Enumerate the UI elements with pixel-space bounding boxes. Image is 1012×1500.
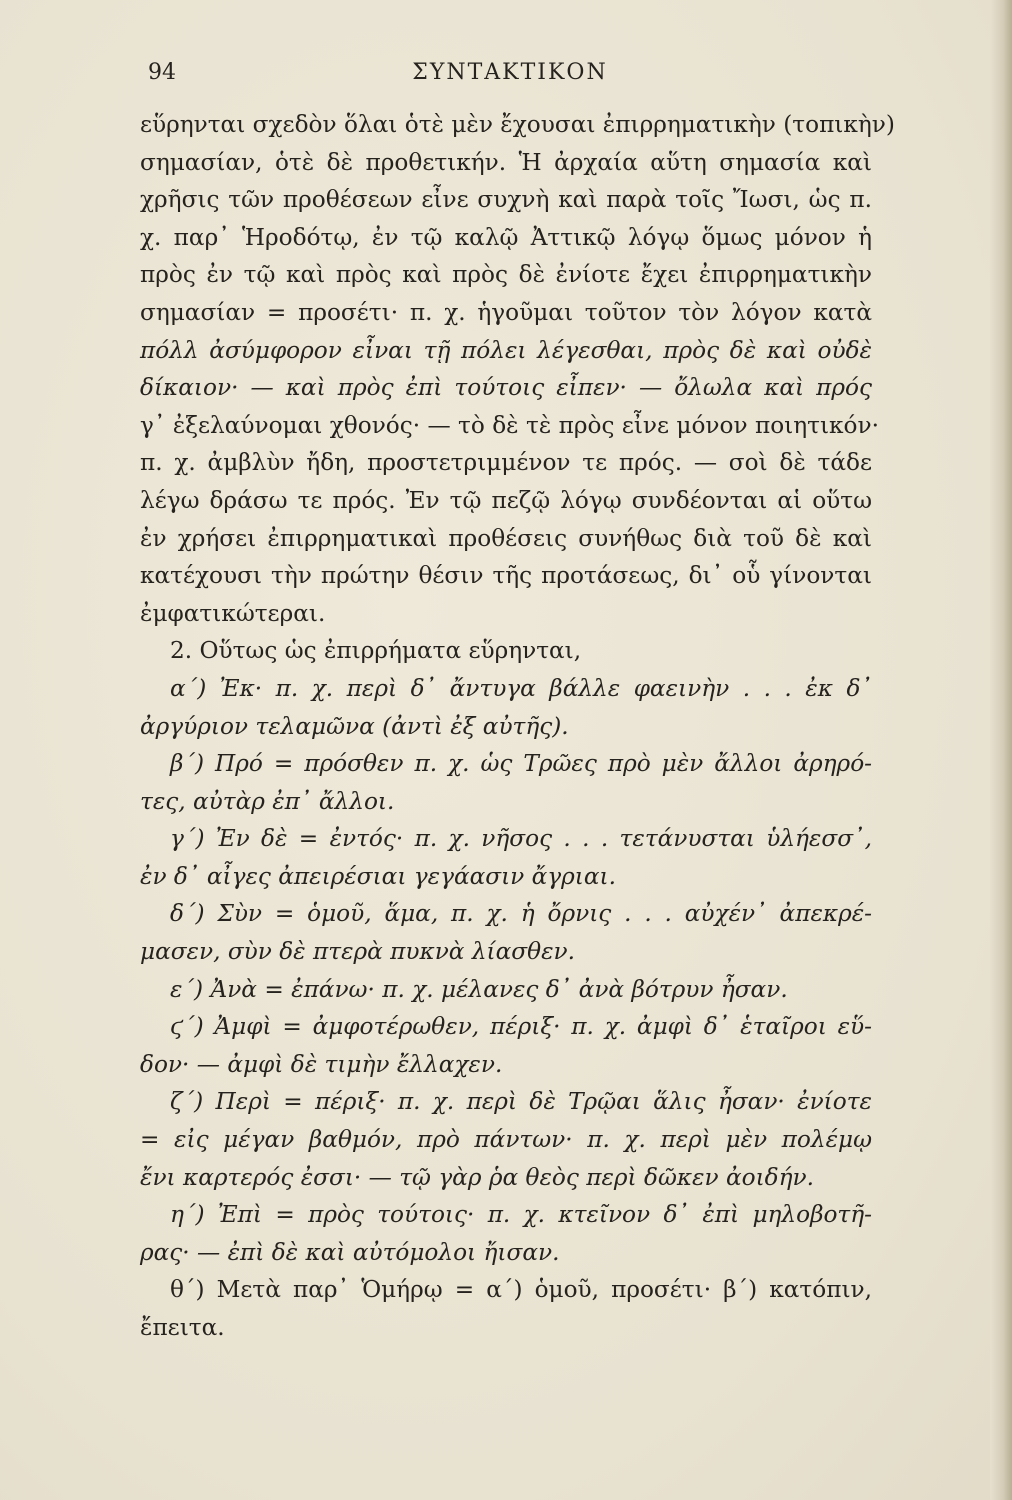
text-line: εὕρηνται σχεδὸν ὅλαι ὁτὲ μὲν ἔχουσαι ἐπιρρηματικὴν (τοπικὴν) bbox=[140, 111, 895, 138]
text-line: τες, αὐτὰρ ἐπ᾽ ἄλλοι. bbox=[140, 787, 395, 815]
text-line: σημασίαν = προσέτι· π. χ. ἡγοῦμαι τοῦτον τὸν λόγον κατὰ bbox=[140, 298, 872, 326]
text-line: θ΄) Μετὰ παρ᾽ Ὁμήρῳ = α΄) ὁμοῦ, προσέτι· β΄) κατόπιν, bbox=[170, 1276, 872, 1304]
text-line: ζ΄) Περὶ = πέριξ· π. χ. περὶ δὲ Τρῷαι ἅλις ἦσαν· ἐνίοτε bbox=[170, 1088, 872, 1116]
text-line: γ᾽ ἐξελαύνομαι χθονός· — τὸ δὲ τὲ πρὸς εἶνε μόνον ποιητικόν· bbox=[140, 411, 879, 439]
text-line: πόλλ ἀσύμφορον εἶναι τῇ πόλει λέγεσθαι, πρὸς δὲ καὶ οὐδὲ bbox=[140, 336, 872, 364]
text-line: ἔπειτα. bbox=[140, 1314, 225, 1341]
text-line: δ΄) Σὺν = ὁμοῦ, ἅμα, π. χ. ἡ ὄρνις . . . αὐχέν᾽ ἀπεκρέ- bbox=[170, 900, 872, 928]
text-line: η΄) Ἐπὶ = πρὸς τούτοις· π. χ. κτεῖνον δ᾽ ἐπὶ μηλοβοτῆ- bbox=[170, 1201, 872, 1229]
text-line: πρὸς ἐν τῷ καὶ πρὸς καὶ πρὸς δὲ ἐνίοτε ἔχει ἐπιρρηματικὴν bbox=[140, 261, 872, 289]
text-line: χ. παρ᾽ Ἡροδότῳ, ἐν τῷ καλῷ Ἀττικῷ λόγῳ ὅμως μόνον ἡ bbox=[140, 223, 872, 251]
text-line: ἔνι καρτερός ἐσσι· — τῷ γὰρ ῥα θεὸς περὶ δῶκεν ἀοιδήν. bbox=[140, 1163, 814, 1191]
text-line: ρας· — ἐπὶ δὲ καὶ αὐτόμολοι ἤισαν. bbox=[140, 1238, 560, 1266]
text-line: μασεν, σὺν δὲ πτερὰ πυκνὰ λίασθεν. bbox=[140, 938, 575, 966]
text-line: κατέχουσι τὴν πρώτην θέσιν τῆς προτάσεως, δι᾽ οὗ γίνονται bbox=[140, 562, 872, 590]
running-head: ΣΥΝΤΑΚΤΙΚΟΝ bbox=[412, 60, 608, 85]
text-line: ἐν δ᾽ αἶγες ἀπειρέσιαι γεγάασιν ἄγριαι. bbox=[140, 862, 617, 890]
text-line: γ΄) Ἐν δὲ = ἐντός· π. χ. νῆσος . . . τετάνυσται ὑλήεσσ᾽, bbox=[170, 825, 872, 853]
text-line: λέγω δράσω τε πρός. Ἐν τῷ πεζῷ λόγῳ συνδέονται αἱ οὕτω bbox=[140, 486, 872, 514]
text-line: σημασίαν, ὁτὲ δὲ προθετικήν. Ἡ ἀρχαία αὕτη σημασία καὶ bbox=[140, 148, 872, 176]
text-line: π. χ. ἀμβλὺν ἤδη, προστετριμμένον τε πρός. — σοὶ δὲ τάδε bbox=[140, 449, 872, 477]
page-header bbox=[148, 60, 872, 94]
text-line: δίκαιον· — καὶ πρὸς ἐπὶ τούτοις εἶπεν· — ὄλωλα καὶ πρός bbox=[140, 374, 872, 402]
page-edge-shadow bbox=[990, 0, 1012, 1500]
text-line: χρῆσις τῶν προθέσεων εἶνε συχνὴ καὶ παρὰ τοῖς Ἴωσι, ὡς π. bbox=[140, 186, 872, 214]
text-line: ἐν χρήσει ἐπιρρηματικαὶ προθέσεις συνήθως διὰ τοῦ δὲ καὶ bbox=[140, 524, 872, 552]
page-number: 94 bbox=[148, 60, 176, 85]
text-line: ϛ΄) Ἀμφὶ = ἀμφοτέρωθεν, πέριξ· π. χ. ἀμφὶ δ᾽ ἑταῖροι εὕ- bbox=[170, 1013, 872, 1041]
text-line: ἀργύριον τελαμῶνα (ἀντὶ ἐξ αὐτῆς). bbox=[140, 712, 569, 740]
text-line: ἐμφατικώτεραι. bbox=[140, 599, 326, 627]
text-line: = εἰς μέγαν βαθμόν, πρὸ πάντων· π. χ. περὶ μὲν πολέμῳ bbox=[140, 1126, 872, 1154]
body-text bbox=[140, 106, 895, 1347]
text-line: β΄) Πρό = πρόσθεν π. χ. ὡς Τρῶες πρὸ μὲν ἄλλοι ἀρηρό- bbox=[170, 750, 872, 778]
text-line: 2. Οὕτως ὡς ἐπιρρήματα εὕρηνται, bbox=[170, 637, 582, 665]
text-line: α΄) Ἐκ· π. χ. περὶ δ᾽ ἄντυγα βάλλε φαεινὴν . . . ἐκ δ᾽ bbox=[170, 674, 872, 702]
text-line: δον· — ἀμφὶ δὲ τιμὴν ἔλλαχεν. bbox=[140, 1050, 503, 1078]
text-line: ε΄) Ἀνὰ = ἐπάνω· π. χ. μέλανες δ᾽ ἀνὰ βότρυν ἦσαν. bbox=[170, 975, 788, 1003]
